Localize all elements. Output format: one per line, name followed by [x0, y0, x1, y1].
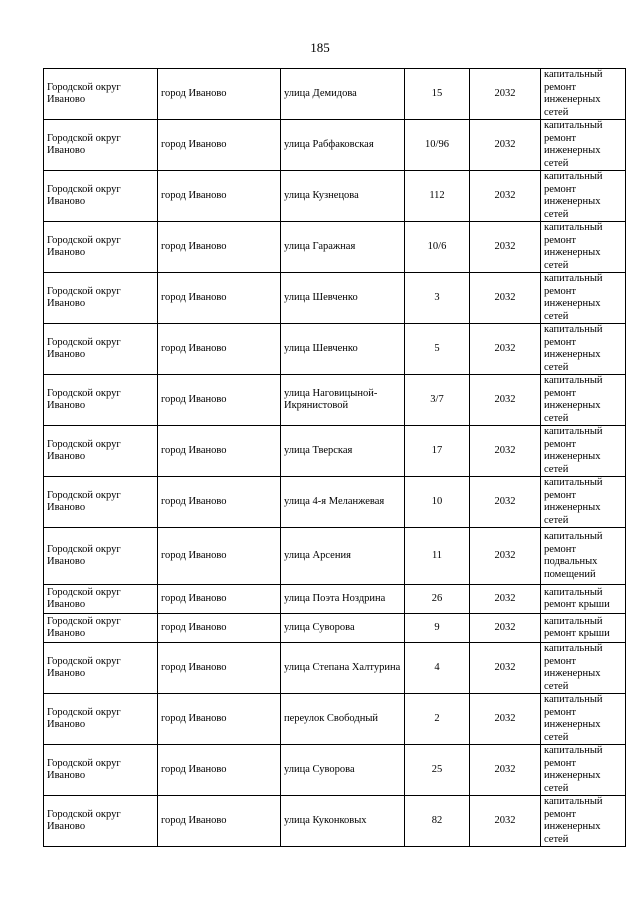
work-type-cell: капитальный ремонт инженерных сетей [541, 745, 626, 796]
street-cell: улица Степана Халтурина [281, 643, 405, 694]
table-row [44, 375, 626, 426]
house-number-cell: 3 [405, 273, 470, 324]
table-row [44, 222, 626, 273]
house-number-cell: 5 [405, 324, 470, 375]
okrug-cell: Городской округ Иваново [44, 614, 158, 643]
okrug-cell: Городской округ Иваново [44, 643, 158, 694]
work-type-cell: капитальный ремонт инженерных сетей [541, 694, 626, 745]
house-number-cell: 82 [405, 796, 470, 847]
okrug-cell: Городской округ Иваново [44, 273, 158, 324]
city-cell: город Иваново [158, 643, 281, 694]
work-type-cell: капитальный ремонт инженерных сетей [541, 69, 626, 120]
okrug-cell: Городской округ Иваново [44, 120, 158, 171]
table-row [44, 614, 626, 643]
work-type-cell: капитальный ремонт подвальных помещений [541, 528, 626, 585]
okrug-cell: Городской округ Иваново [44, 745, 158, 796]
street-cell: улица Шевченко [281, 273, 405, 324]
table-row [44, 273, 626, 324]
year-cell: 2032 [470, 69, 541, 120]
year-cell: 2032 [470, 222, 541, 273]
register-table-body [44, 69, 626, 847]
table-row [44, 643, 626, 694]
year-cell: 2032 [470, 375, 541, 426]
city-cell: город Иваново [158, 585, 281, 614]
street-cell: улица Арсения [281, 528, 405, 585]
work-type-cell: капитальный ремонт крыши [541, 585, 626, 614]
okrug-cell: Городской округ Иваново [44, 171, 158, 222]
street-cell: улица Гаражная [281, 222, 405, 273]
city-cell: город Иваново [158, 273, 281, 324]
year-cell: 2032 [470, 120, 541, 171]
year-cell: 2032 [470, 477, 541, 528]
year-cell: 2032 [470, 585, 541, 614]
year-cell: 2032 [470, 273, 541, 324]
street-cell: улица Шевченко [281, 324, 405, 375]
city-cell: город Иваново [158, 614, 281, 643]
house-number-cell: 15 [405, 69, 470, 120]
okrug-cell: Городской округ Иваново [44, 477, 158, 528]
table-row [44, 120, 626, 171]
year-cell: 2032 [470, 426, 541, 477]
city-cell: город Иваново [158, 375, 281, 426]
table-row [44, 477, 626, 528]
okrug-cell: Городской округ Иваново [44, 426, 158, 477]
street-cell: улица Тверская [281, 426, 405, 477]
table-row [44, 426, 626, 477]
house-number-cell: 10 [405, 477, 470, 528]
year-cell: 2032 [470, 643, 541, 694]
okrug-cell: Городской округ Иваново [44, 222, 158, 273]
street-cell: улица Кузнецова [281, 171, 405, 222]
year-cell: 2032 [470, 694, 541, 745]
house-number-cell: 3/7 [405, 375, 470, 426]
house-number-cell: 25 [405, 745, 470, 796]
okrug-cell: Городской округ Иваново [44, 585, 158, 614]
street-cell: улица Рабфаковская [281, 120, 405, 171]
house-number-cell: 2 [405, 694, 470, 745]
city-cell: город Иваново [158, 796, 281, 847]
street-cell: улица Суворова [281, 614, 405, 643]
work-type-cell: капитальный ремонт инженерных сетей [541, 426, 626, 477]
year-cell: 2032 [470, 528, 541, 585]
okrug-cell: Городской округ Иваново [44, 528, 158, 585]
city-cell: город Иваново [158, 171, 281, 222]
work-type-cell: капитальный ремонт инженерных сетей [541, 120, 626, 171]
year-cell: 2032 [470, 171, 541, 222]
city-cell: город Иваново [158, 324, 281, 375]
city-cell: город Иваново [158, 120, 281, 171]
table-row [44, 324, 626, 375]
house-number-cell: 10/96 [405, 120, 470, 171]
work-type-cell: капитальный ремонт инженерных сетей [541, 643, 626, 694]
house-number-cell: 10/6 [405, 222, 470, 273]
city-cell: город Иваново [158, 426, 281, 477]
city-cell: город Иваново [158, 69, 281, 120]
city-cell: город Иваново [158, 528, 281, 585]
year-cell: 2032 [470, 796, 541, 847]
work-type-cell: капитальный ремонт инженерных сетей [541, 375, 626, 426]
table-row [44, 528, 626, 585]
street-cell: улица Наговицыной-Икрянистовой [281, 375, 405, 426]
table-row [44, 694, 626, 745]
street-cell: улица 4-я Меланжевая [281, 477, 405, 528]
street-cell: улица Демидова [281, 69, 405, 120]
table-row [44, 171, 626, 222]
table-row [44, 585, 626, 614]
city-cell: город Иваново [158, 745, 281, 796]
page-number: 185 [310, 40, 330, 55]
table-row [44, 69, 626, 120]
table-row [44, 745, 626, 796]
work-type-cell: капитальный ремонт инженерных сетей [541, 477, 626, 528]
okrug-cell: Городской округ Иваново [44, 324, 158, 375]
okrug-cell: Городской округ Иваново [44, 69, 158, 120]
house-number-cell: 17 [405, 426, 470, 477]
city-cell: город Иваново [158, 694, 281, 745]
work-type-cell: капитальный ремонт инженерных сетей [541, 273, 626, 324]
table-row [44, 796, 626, 847]
register-table [43, 68, 626, 847]
okrug-cell: Городской округ Иваново [44, 375, 158, 426]
city-cell: город Иваново [158, 477, 281, 528]
street-cell: переулок Свободный [281, 694, 405, 745]
year-cell: 2032 [470, 614, 541, 643]
house-number-cell: 11 [405, 528, 470, 585]
work-type-cell: капитальный ремонт инженерных сетей [541, 796, 626, 847]
year-cell: 2032 [470, 324, 541, 375]
house-number-cell: 4 [405, 643, 470, 694]
year-cell: 2032 [470, 745, 541, 796]
house-number-cell: 9 [405, 614, 470, 643]
street-cell: улица Куконковых [281, 796, 405, 847]
okrug-cell: Городской округ Иваново [44, 796, 158, 847]
street-cell: улица Поэта Ноздрина [281, 585, 405, 614]
work-type-cell: капитальный ремонт инженерных сетей [541, 171, 626, 222]
work-type-cell: капитальный ремонт инженерных сетей [541, 222, 626, 273]
house-number-cell: 26 [405, 585, 470, 614]
street-cell: улица Суворова [281, 745, 405, 796]
work-type-cell: капитальный ремонт крыши [541, 614, 626, 643]
okrug-cell: Городской округ Иваново [44, 694, 158, 745]
work-type-cell: капитальный ремонт инженерных сетей [541, 324, 626, 375]
city-cell: город Иваново [158, 222, 281, 273]
house-number-cell: 112 [405, 171, 470, 222]
